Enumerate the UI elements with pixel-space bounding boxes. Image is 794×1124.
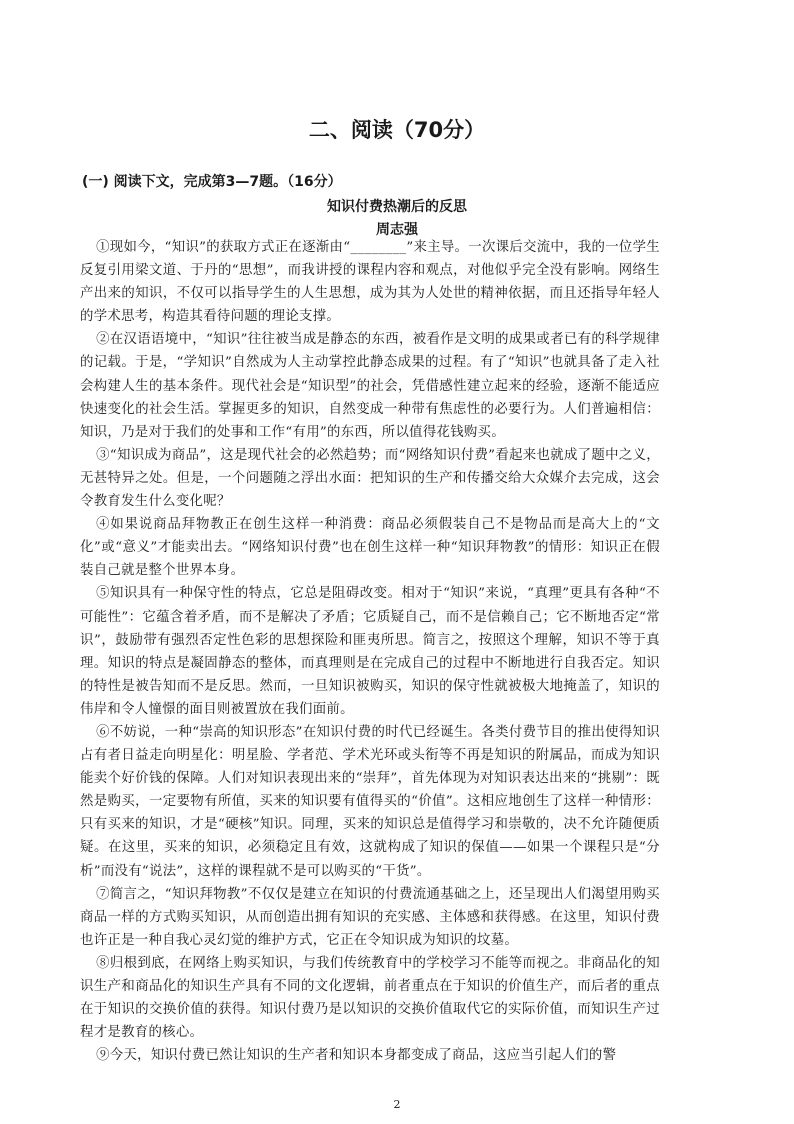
- question-instruction: (一) 阅读下文，完成第3—7题。（16分）: [82, 174, 342, 190]
- paragraph-3: ③“知识成为商品”，这是现代社会的必然趋势；而“网络知识付费”看起来也就成了题中之义，无甚特异之处。但是，一个问题随之浮出水面：把知识的生产和传播交给大众媒介去完成，这会令教育发生什么变化呢？: [80, 447, 660, 510]
- paragraph-4: ④如果说商品拜物教正在创生这样一种消费：商品必须假装自己不是物品而是高大上的“文化”或“意义”才能卖出去。“网络知识付费”也在创生这样一种“知识拜物教”的情形：知识正在假装自己就是整个世界本身。: [80, 517, 660, 579]
- paragraph-8: ⑧归根到底，在网络上购买知识，与我们传统教育中的学校学习不能等而视之。非商品化的知识生产和商品化的知识生产具有不同的文化逻辑，前者重点在于知识的价值生产，而后者的重点在于知识的交换价值的获得。知识付费乃是以知识的交换价值取代它的实际价值，而知识生产过程才是教育的核心。: [80, 955, 660, 1041]
- article-author: 周志强: [376, 222, 418, 238]
- paragraph-2: ②在汉语语境中，“知识”往往被当成是静态的东西，被看作是文明的成果或者已有的科学规律的记载。于是，“学知识”自然成为人主动掌控此静态成果的过程。有了“知识”也就具备了走入社会构建人生的基本条件。现代社会是“知识型”的社会，凭借感性建立起来的经验，逐渐不能适应快速变化的社会生活。掌握更多的知识，自然变成一种带有焦虑性的必要行为。人们普遍相信：知识，乃是对于我们的处事和工作“有用”的东西，所以值得花钱购买。: [80, 332, 660, 440]
- article-title: 知识付费热潮后的反思: [327, 199, 467, 215]
- paragraph-9: ⑨今天，知识付费已然让知识的生产者和知识本身都变成了商品，这应当引起人们的警: [96, 1048, 617, 1064]
- paragraph-7: ⑦简言之，“知识拜物教”不仅仅是建立在知识的付费流通基础之上，还呈现出人们渴望用购买商品一样的方式购买知识，从而创造出拥有知识的充实感、主体感和获得感。在这里，知识付费也许正是一种自我心灵幻觉的维护方式，它正在令知识成为知识的坟墓。: [80, 886, 660, 948]
- page-number: 2: [393, 1098, 401, 1111]
- paragraph-5: ⑤知识具有一种保守性的特点，它总是阻碍改变。相对于“知识”来说，“真理”更具有各种“不可能性”：它蕴含着矛盾，而不是解决了矛盾；它质疑自己，而不是信赖自己；它不断地否定“常识”，鼓励带有强烈否定性色彩的思想探险和匪夷所思。简言之，按照这个理解，知识不等于真理。知识的特点是凝固静态的整体，而真理则是在完成自己的过程中不断地进行自我否定。知识的特性是被告知而不是反思。然而，一旦知识被购买，知识的保守性就被极大地掩盖了，知识的伟岸和令人憧憬的面目则被置放在我们面前。: [80, 586, 660, 717]
- article-body: [80, 236, 660, 1067]
- section-title: 二、阅读（70分）: [308, 118, 486, 142]
- paragraph-1: ①现如今，“知识”的获取方式正在逐渐由“________”来主导。一次课后交流中，我的一位学生反复引用梁文道、于丹的“思想”，而我讲授的课程内容和观点，对他似乎完全没有影响。网络生产出来的知识，不仅可以指导学生的人生思想，成为其为人处世的精神依据，而且还指导年轻人的学术思考，构造其看待问题的理论支撑。: [80, 240, 660, 325]
- paragraph-6: ⑥不妨说，一种“崇高的知识形态”在知识付费的时代已经诞生。各类付费节目的推出使得知识占有者日益走向明星化：明星脸、学者范、学术光环或头衔等不再是知识的附属品，而成为知识能卖个好价钱的保障。人们对知识表现出来的“崇拜”，首先体现为对知识表达出来的“挑剔”：既然是购买，一定要物有所值，买来的知识要有值得买的“价值”。这相应地创生了这样一种情形：只有买来的知识，才是“硬核”知识。同理，买来的知识总是值得学习和崇敬的，决不允许随便质疑。在这里，买来的知识，必须稳定且有效，这就构成了知识的保值——如果一个课程只是“分析”而没有“说法”，这样的课程就不是可以购买的“干货”。: [80, 724, 660, 879]
